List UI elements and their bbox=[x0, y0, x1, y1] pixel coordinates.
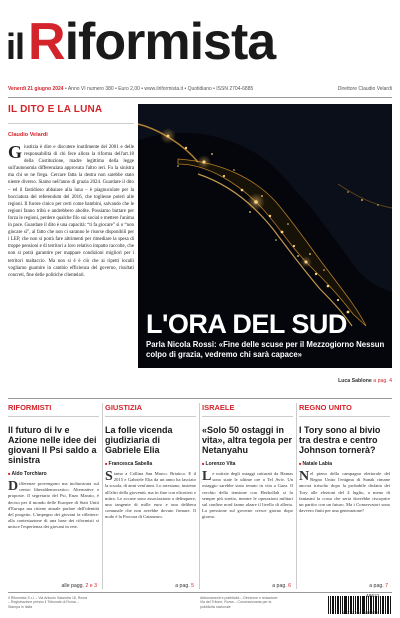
footer-legal-left: Il Riformista S.r.l. – Via Antonio Salandra 18, Roma – Registrazione presso il Tribunale di Roma – Stampa in Italia bbox=[8, 596, 88, 609]
story-giustizia[interactable] bbox=[105, 403, 196, 593]
logo-il: il bbox=[6, 26, 25, 67]
story-page-number: 2 e 3 bbox=[85, 583, 97, 589]
bottom-divider bbox=[8, 592, 392, 593]
story-text bbox=[202, 471, 293, 569]
hero-story[interactable] bbox=[138, 104, 392, 368]
issue-details: • Anno VI numero 380 • Euro 2,00 • www.ilriformista.it • Quotidiano • ISSN 2704-6885 bbox=[63, 86, 254, 92]
story-section-label: REGNO UNITO bbox=[299, 403, 390, 417]
story-page-number: 7 bbox=[385, 583, 388, 589]
director-credit: Direttore Claudio Velardi bbox=[337, 86, 392, 92]
column-divider bbox=[199, 403, 200, 589]
story-page-ref[interactable] bbox=[369, 583, 388, 589]
story-body: iamo a Collina San Marco. Briatico. E il 2015 e Gabriele Elia da un anno ha lasciato la scuola, di anni vent'anni. Lo arrestano, insieme all'altri della gioventù, ma in fine con elicotteri e mitra. Le accuse sono associazione a delinquere, una tangente di mille euro e una delibera comunale che non avrebbe dovuto firmare. Il nodo è la Procura di Catanzaro. bbox=[105, 471, 196, 520]
story-israele[interactable] bbox=[202, 403, 293, 593]
story-author: ■ Natale Labia bbox=[299, 461, 390, 467]
story-headline[interactable]: «Solo 50 ostaggi in vita», altra tegola per Netanyahu bbox=[202, 425, 293, 455]
newspaper-logo[interactable] bbox=[6, 12, 275, 77]
story-text bbox=[105, 471, 196, 569]
story-riformisti[interactable] bbox=[8, 403, 99, 593]
logo-rest: iformista bbox=[64, 13, 276, 71]
story-page-number: 6 bbox=[288, 583, 291, 589]
story-author: ■ Aldo Torchiaro bbox=[8, 471, 99, 477]
hero-subheadline: Parla Nicola Rossi: «Fine delle scuse per il Mezzogiorno Nessun colpo di grazia, vedremo chi sarà capace» bbox=[146, 340, 385, 359]
story-body: e notizie degli ostaggi catturati da Hamas sono state le ultime ore a Tel Aviv. Un ostaggio sarebbe stato tenuto in vita a Gaza. Il cerchio della tensione con Hezbollah si fa sempre più stretto, mentre le operazioni militari sul confine nord fanno alzare il livello di allerta. La pressione sul governo cresce giorno dopo giorno. bbox=[202, 471, 293, 520]
story-regno-unito[interactable] bbox=[299, 403, 390, 593]
column-divider bbox=[102, 403, 103, 589]
story-drop-cap: N bbox=[299, 471, 310, 484]
story-drop-cap: S bbox=[105, 471, 113, 484]
story-page-ref[interactable] bbox=[62, 583, 98, 589]
editorial-text: iustizia è dire e discutere inutilmente del 2001 e delle responsabilità di chi fece allora la riforma dell'art.18 della Costituzione, madre legittima della legge sull'autonomia differenziata approvata l'altro ieri. Fu la sinistra ma chi se ne frega. Cercare fatta la destra non sarebbe stato niente diverso. Siamo nell'anno di grazia 2024. Guardare il dito – ed il fastidioso abbaiare alla luna – è piagnucolare per la bocciatura del referendum del 2016, che togliesse poteri alle regioni. Il furore cinico per certi come bambini, salvando che le regioni fanno tribù e andrebbero abolite. Possiamo buttare per forza le regioni, perdere qualche filo sui social e mettere l'anima in pace. Guardare il dito è una capacità: “ti fa giocare” sì o “non giocare sì”, al fatto che non ci saranno le risorse disponibili per i LEP, che non si potrà fare altrimenti per rimediare la spesa di troppe pensioni e di territori a loro relativo impatto raccolte, che non si potrà garantire per mappare condizioni migliori per i territori maltaccio. Ma non si è è ciò che ai ripetti localli vogliamo guarnire in cambio efficienza del governo, risultati concreti, fine delle politiche clientelari. bbox=[8, 145, 134, 278]
story-body: ifferenze provengono ma inchiostrata sul centro liberaldemocratico. Alternative e proposte. Il segretario del Psi, Enzo Maraio, è deciso per il mondo delle Europee di Stati Uniti d'Europa ma ritiene attuale parlare dell'identità del progetto. L'impegno dei giovani fa riflettere: alla contestazione di una base dei riformisti si unisce l'esperienza dei giovani in rete. bbox=[8, 481, 99, 530]
issue-code: 40621 bbox=[366, 594, 380, 599]
issue-date: Venerdì 21 giugno 2024 bbox=[8, 86, 64, 92]
story-section-label: RIFORMISTI bbox=[8, 403, 99, 417]
footer-legal-middle: Abbonamenti e pubblicità – Direzione e redazione: Via del Tritone, Roma – Concessionaria per la pubblicità nazionale bbox=[200, 596, 279, 609]
story-body: el pieno della campagna elettorale del Regno Unito l'enigma di Sunak rimane ancora irrisolto dopo la probabile disfatta dei Tory alle elezioni del 4 luglio, a meno di fantasmi la corsa che seria dovrebbe riscoprire un partito con un futuro. Ma i Conservatori sono davvero finiti per una generazione? bbox=[299, 471, 390, 514]
story-page-prefix: a pag. bbox=[369, 583, 386, 589]
editorial-drop-cap: G bbox=[8, 142, 23, 162]
barcode-number: 9 772704 688002 bbox=[341, 612, 378, 616]
story-section-label: GIUSTIZIA bbox=[105, 403, 196, 417]
story-author: ■ Lorenzo Vita bbox=[202, 461, 293, 467]
editorial-section-title[interactable]: IL DITO E LA LUNA bbox=[8, 104, 134, 124]
hero-headline[interactable]: L'ORA DEL SUD bbox=[146, 309, 347, 339]
story-text bbox=[8, 481, 99, 579]
hero-page-link[interactable]: a pag. 4 bbox=[371, 378, 392, 384]
story-author: ■ Francesca Sabella bbox=[105, 461, 196, 467]
story-page-number: 5 bbox=[191, 583, 194, 589]
story-page-prefix: a pag. bbox=[272, 583, 289, 589]
story-page-prefix: alle pagg. bbox=[61, 583, 86, 589]
story-headline[interactable]: La folle vicenda giudiziaria di Gabriele Elia bbox=[105, 425, 173, 455]
masthead bbox=[0, 0, 400, 80]
story-headline[interactable]: I Tory sono al bivio tra destra e centro Johnson tornerà? bbox=[299, 425, 381, 455]
story-text bbox=[299, 471, 390, 569]
story-section-label: ISRAELE bbox=[202, 403, 293, 417]
story-drop-cap: L bbox=[202, 471, 212, 484]
story-page-prefix: a pag. bbox=[175, 583, 192, 589]
story-page-ref[interactable] bbox=[175, 583, 194, 589]
story-headline[interactable]: Il futuro di Iv e Azione nelle idee dei giovani Il Psi saldo a sinistra bbox=[8, 425, 97, 465]
hero-caption-author: Luca Sablone bbox=[338, 378, 372, 384]
story-drop-cap: D bbox=[8, 481, 19, 494]
column-divider bbox=[296, 403, 297, 589]
middle-divider bbox=[8, 398, 392, 399]
editorial-body bbox=[8, 144, 134, 279]
editorial-column bbox=[8, 104, 134, 372]
editorial-byline: Claudio Velardi bbox=[8, 132, 48, 138]
top-divider bbox=[8, 97, 392, 98]
logo-r: R bbox=[28, 13, 65, 71]
hero-caption bbox=[138, 378, 392, 388]
story-page-ref[interactable] bbox=[272, 583, 291, 589]
secondary-stories bbox=[8, 403, 392, 593]
info-bar bbox=[8, 86, 392, 96]
